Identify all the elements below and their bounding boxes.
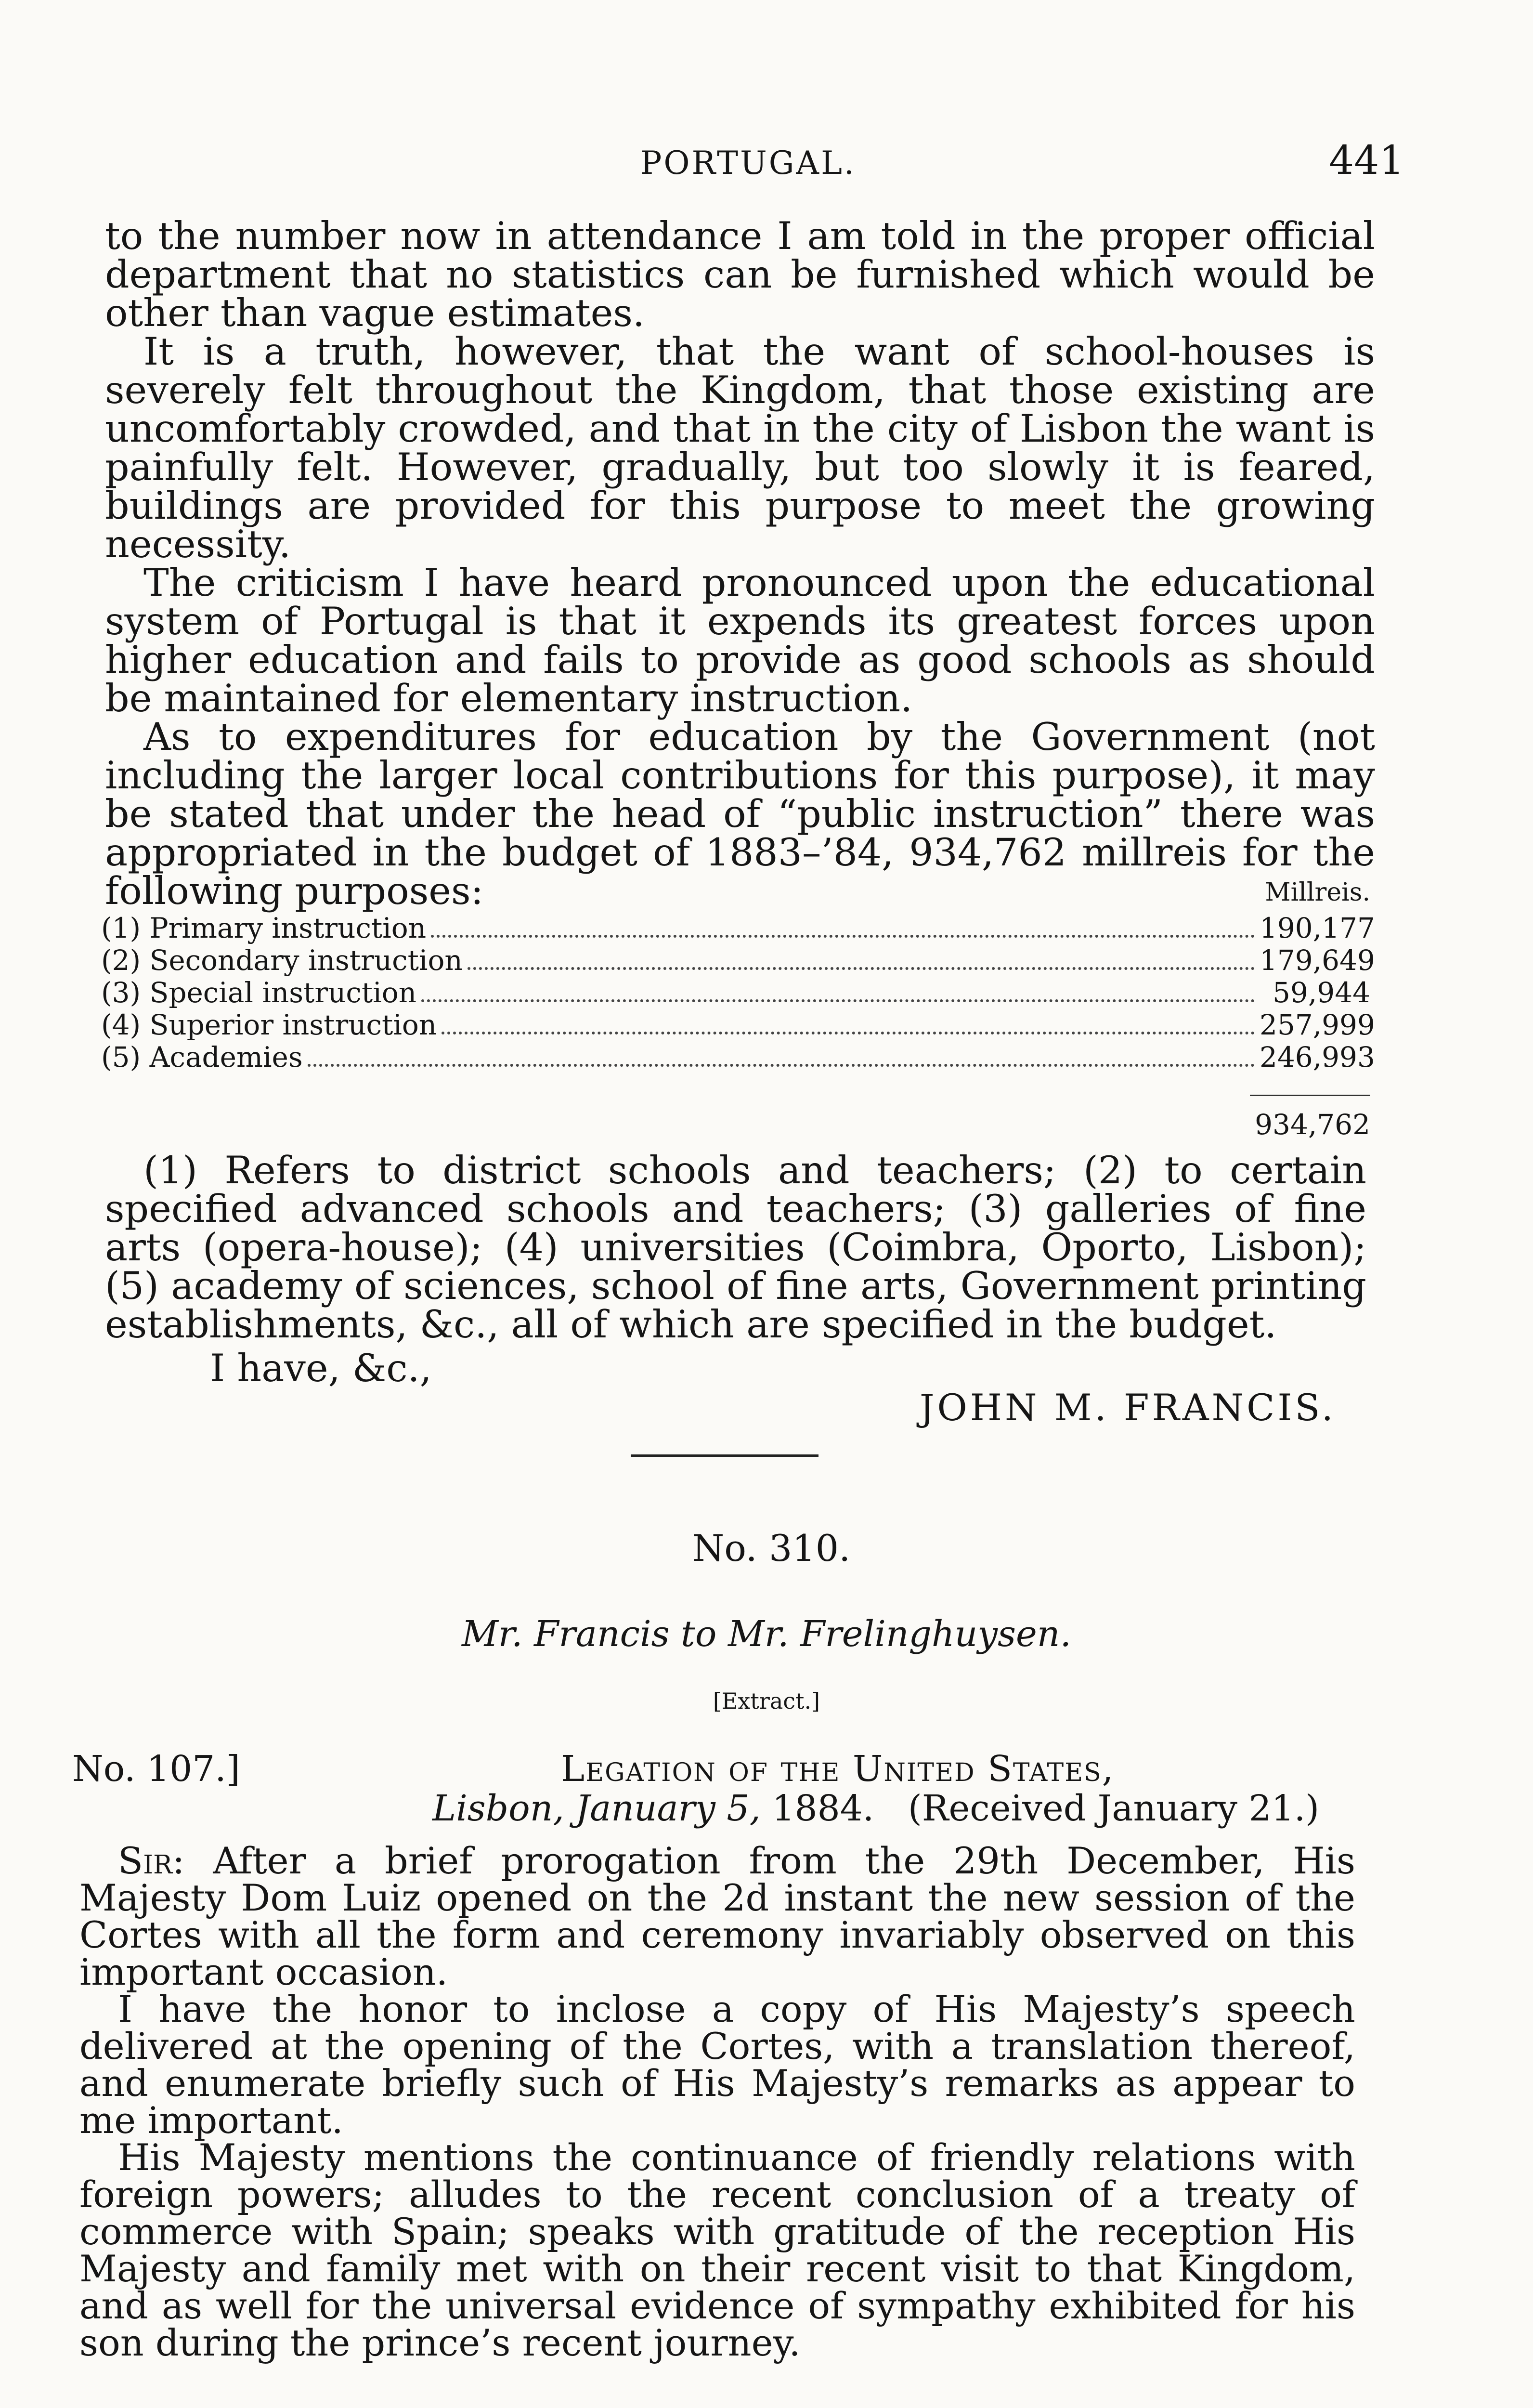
running-head: PORTUGAL. [640,144,856,182]
table-row [101,1041,1375,1073]
section-divider [631,1454,818,1457]
row-label: (2) Secondary instruction [101,944,463,977]
table-row [101,944,1375,977]
total-rule [1250,1095,1370,1096]
budget-notes [105,1148,1366,1347]
closing: I have, &c., [210,1346,432,1390]
letter-text: After a brief prorogation from the 29th December, His Majesty Dom Luiz opened on the 2d instant the new session of the Cortes with all the form and ceremony invariably observed on this important occasion. [79,1839,1355,1993]
extract-label: [Extract.] [713,1688,820,1714]
letter-paragraph: I have the honor to inclose a copy of His Majesty’s speech delivered at the opening of the Cortes, with a translation thereof, and enumerate briefly such of His Majesty’s remarks as appear to me important. [79,1988,1355,2142]
letter-body [79,1839,1355,2364]
row-amount: 246,993 [1260,1041,1375,1073]
letter-paragraph [79,1839,1355,1993]
notes-paragraph: (1) Refers to district schools and teachers; (2) to certain specified advanced schools and teachers; (3) galleries of fine arts (opera-house); (4) universities (Coimbra, Oporto, Lisbon); (5) academy of sciences, school of fine arts, Government printing establishments, &c., all of which are specified in the budget. [105,1148,1366,1347]
dot-leader [442,1032,1255,1034]
letter-paragraph: His Majesty mentions the continuance of friendly relations with foreign powers; alludes to the recent conclusion of a treaty of commerce with Spain; speaks with gratitude of the reception His Majesty and family met with on their recent visit to that Kingdom, and as well for the universal evidence of sympathy exhibited for his son during the prince’s recent journey. [79,2136,1355,2364]
document-number: No. 310. [692,1527,851,1570]
table-total: 934,762 [1255,1108,1370,1141]
table-unit-header: Millreis. [1265,878,1370,907]
table-row [101,1008,1375,1041]
table-row [101,912,1375,944]
budget-table [101,877,1375,1141]
legation-heading: Legation of the United States, [561,1748,1115,1790]
table-row [101,977,1370,1009]
dot-leader [421,999,1255,1002]
dot-leader [468,967,1255,970]
date-year: 1884. [772,1788,874,1829]
row-amount: 179,649 [1260,944,1375,977]
dispatch-number: No. 107.] [72,1748,240,1790]
paragraph: to the number now in attendance I am told in the proper official department that no statistics can be furnished which would be other than vague estimates. [105,214,1375,335]
dot-leader [308,1064,1255,1067]
paragraph: As to expenditures for education by the Government (not including the larger local contributions for this purpose), it may be stated that under the head of “public instruction” there was appropriated in the budget of 1883–’84, 934,762 millreis for the following purposes: [105,715,1375,913]
date-place: Lisbon, January 5, [432,1788,761,1829]
row-label: (5) Academies [101,1041,303,1073]
row-amount: 59,944 [1273,976,1370,1009]
paragraph: The criticism I have heard pronounced upon the educational system of Portugal is that it expends its greatest forces upon higher education and fails to provide as good schools as should be maintained for elementary instruction. [105,561,1375,720]
row-label: (3) Special instruction [101,976,417,1009]
body-text [105,214,1375,913]
document-title: Mr. Francis to Mr. Frelinghuysen. [462,1613,1071,1655]
dot-leader [431,935,1255,938]
salutation: Sir: [118,1839,185,1882]
dateline [432,1788,1319,1829]
page-header [0,138,1533,197]
row-amount: 257,999 [1260,1008,1375,1041]
page-number: 441 [1329,138,1404,183]
received-date: (Received January 21.) [908,1788,1320,1829]
row-amount: 190,177 [1260,912,1375,944]
row-label: (4) Superior instruction [101,1008,437,1041]
row-label: (1) Primary instruction [101,912,427,944]
signature: JOHN M. FRANCIS. [920,1386,1336,1429]
paragraph: It is a truth, however, that the want of school-houses is severely felt throughout the Kingdom, that those existing are uncomfortably crowded, and that in the city of Lisbon the want is painfully felt. However, gradually, but too slowly it is feared, buildings are provided for this purpose to meet the growing necessity. [105,329,1375,566]
